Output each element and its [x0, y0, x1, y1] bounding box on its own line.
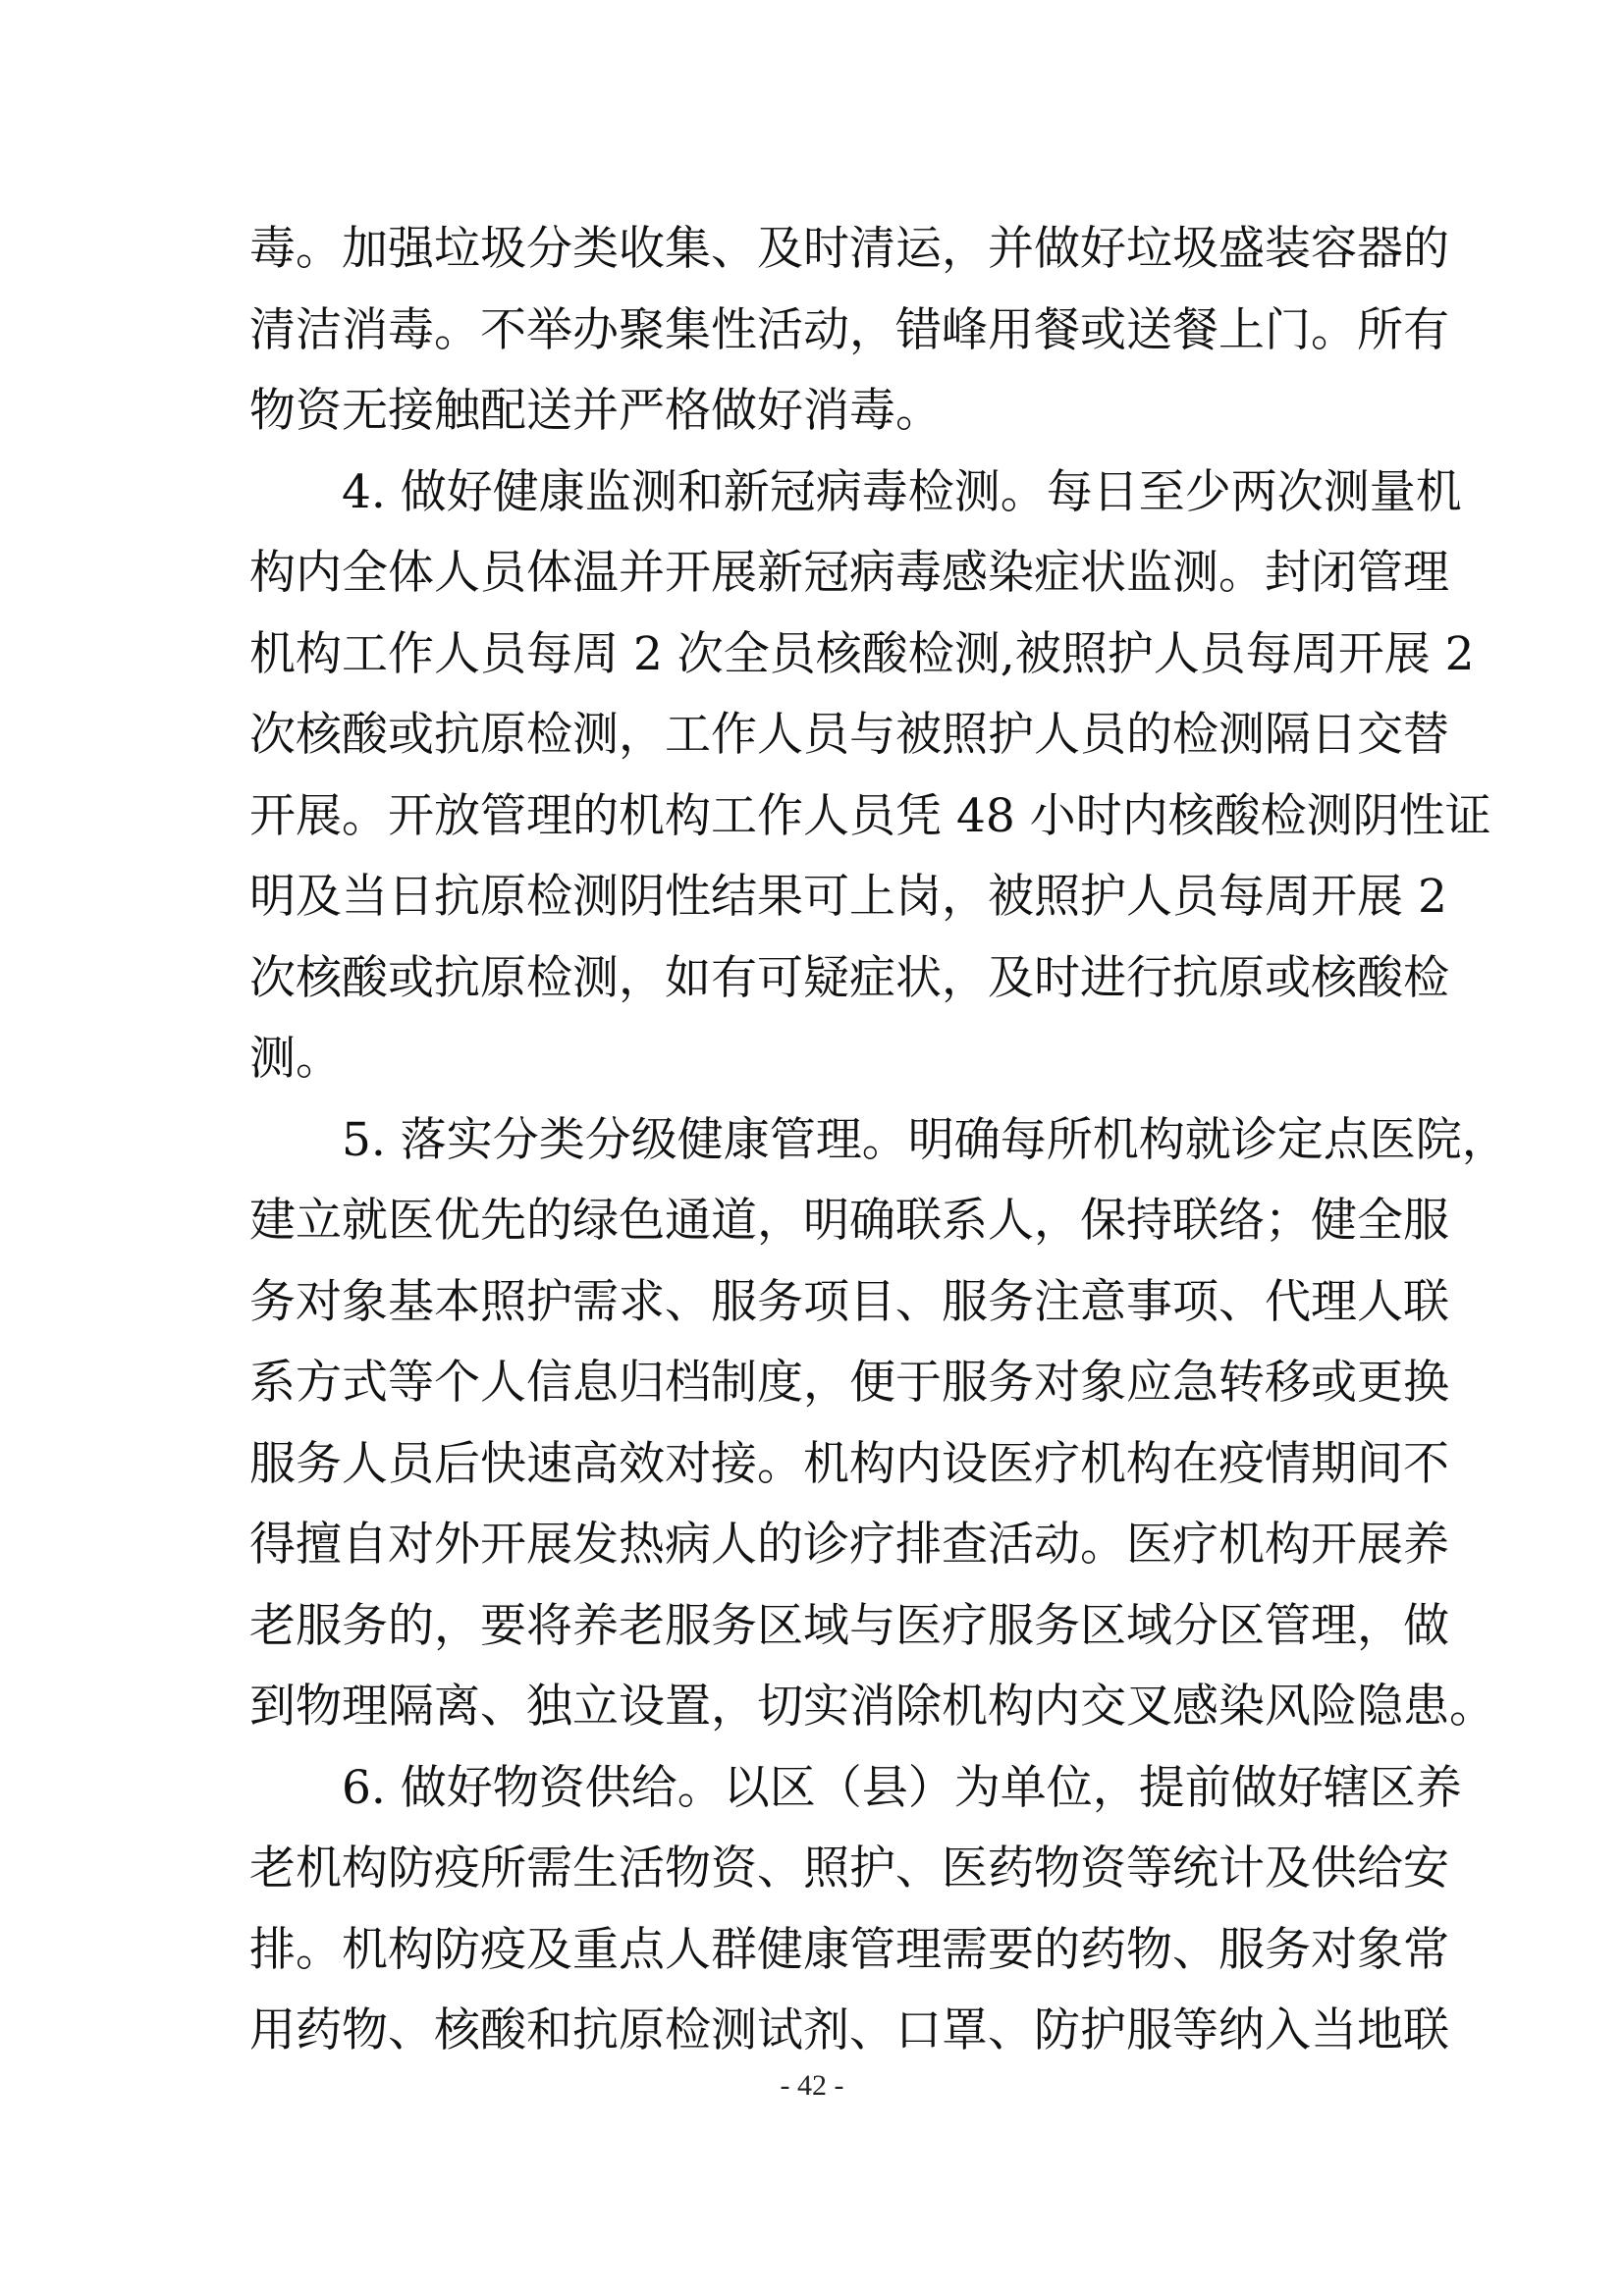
text-line: 5. 落实分类分级健康管理。明确每所机构就诊定点医院，	[342, 1112, 1508, 1167]
text-line: 开展。开放管理的机构工作人员凭 48 小时内核酸检测阴性证	[249, 788, 1491, 843]
page-number: - 42 -	[780, 2069, 844, 2102]
text-line: 次核酸或抗原检测，如有可疑症状，及时进行抗原或核酸检	[249, 950, 1449, 1005]
text-line: 明及当日抗原检测阴性结果可上岗，被照护人员每周开展 2	[249, 870, 1447, 924]
text-line: 务对象基本照护需求、服务项目、服务注意事项、代理人联	[249, 1274, 1449, 1329]
text-line: 物资无接触配送并严格做好消毒。	[249, 384, 942, 438]
text-line: 用药物、核酸和抗原检测试剂、口罩、防护服等纳入当地联	[249, 2003, 1449, 2057]
text-line: 测。	[249, 1032, 342, 1086]
text-line: 服务人员后快速高效对接。机构内设医疗机构在疫情期间不	[249, 1436, 1449, 1491]
text-line: 次核酸或抗原检测，工作人员与被照护人员的检测隔日交替	[249, 708, 1449, 762]
text-line: 4. 做好健康监测和新冠病毒检测。每日至少两次测量机	[342, 464, 1462, 519]
text-line: 老机构防疫所需生活物资、照护、医药物资等统计及供给安	[249, 1842, 1449, 1896]
text-line: 机构工作人员每周 2 次全员核酸检测,被照护人员每周开展 2	[249, 626, 1475, 681]
text-line: 构内全体人员体温并开展新冠病毒感染症状监测。封闭管理	[249, 546, 1449, 600]
text-line: 系方式等个人信息归档制度，便于服务对象应急转移或更换	[249, 1356, 1449, 1410]
text-line: 6. 做好物资供给。以区（县）为单位，提前做好辖区养	[342, 1760, 1462, 1815]
text-line: 到物理隔离、独立设置，切实消除机构内交叉感染风险隐患。	[249, 1680, 1495, 1734]
text-line: 排。机构防疫及重点人群健康管理需要的药物、服务对象常	[249, 1922, 1449, 1977]
text-line: 得擅自对外开展发热病人的诊疗排查活动。医疗机构开展养	[249, 1518, 1449, 1572]
text-line: 毒。加强垃圾分类收集、及时清运，并做好垃圾盛装容器的	[249, 222, 1449, 276]
body-text	[249, 209, 1508, 2072]
text-line: 老服务的，要将养老服务区域与医疗服务区域分区管理，做	[249, 1598, 1449, 1653]
text-line: 建立就医优先的绿色通道，明确联系人，保持联络；健全服	[249, 1194, 1449, 1248]
text-line: 清洁消毒。不举办聚集性活动，错峰用餐或送餐上门。所有	[249, 302, 1449, 357]
